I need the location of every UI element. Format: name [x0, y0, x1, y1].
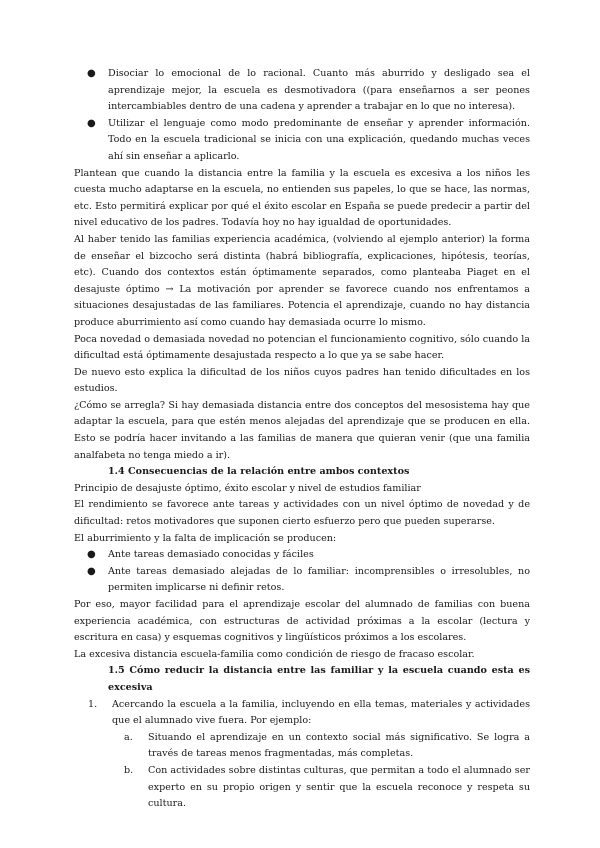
list-item — [74, 547, 530, 564]
paragraph: El aburrimiento y la falta de implicación se producen: — [74, 532, 337, 544]
numbered-item — [74, 697, 530, 730]
list-item — [74, 564, 530, 597]
sub-item — [74, 763, 530, 813]
sub-item — [74, 730, 530, 763]
numbered-marker: 1. — [88, 698, 98, 710]
paragraph: De nuevo esto explica la dificultad de los niños cuyos padres han tenido dificultades en los estudios. — [74, 366, 530, 395]
list-item-text: Ante tareas demasiado conocidas y fáciles — [108, 549, 314, 561]
paragraph: ¿Cómo se arregla? Si hay demasiada distancia entre dos conceptos del mesosistema hay que adaptar la escuela, para que estén menos alejadas del aprendizaje que se producen en ella. Esto se podría hacer invitando a las familias de manera que quieran venir (que una familia analfabeta no tenga miedo a ir). — [74, 399, 530, 461]
paragraph: Principio de desajuste óptimo, éxito escolar y nivel de estudios familiar — [74, 482, 421, 494]
bullet-icon: ● — [87, 549, 96, 561]
section-heading: 1.4 Consecuencias de la relación entre ambos contextos — [108, 466, 410, 478]
bullet-icon: ● — [87, 117, 96, 129]
paragraph: El rendimiento se favorece ante tareas y actividades con un nivel óptimo de novedad y de dificultad: retos motivadores que suponen cierto esfuerzo pero que pueden superarse. — [74, 499, 530, 528]
section-heading: 1.5 Cómo reducir la distancia entre las familiar y la escuela cuando esta es excesiva — [108, 665, 530, 693]
document-page — [74, 66, 530, 813]
list-item-text: Utilizar el lenguaje como modo predominante de enseñar y aprender información. Todo en la escuela tradicional se inicia con una explicación, quedando muchas veces ahí sin enseñar a aplicarlo. — [108, 117, 530, 162]
sub-item-text: Situando el aprendizaje en un contexto social más significativo. Se logra a través de tareas menos fragmentadas, más completas. — [148, 731, 530, 760]
paragraph: Plantean que cuando la distancia entre la familia y la escuela es excesiva a los niños les cuesta mucho adaptarse en la escuela, no entienden sus papeles, lo que se hace, las normas, etc. Esto permitirá explicar por qué el éxito escolar en España se puede predecir a partir del nivel educativo de los padres. Todavía hoy no hay igualdad de oportunidades. — [74, 167, 530, 229]
numbered-item-text: Acercando la escuela a la familia, incluyendo en ella temas, materiales y actividades que el alumnado vive fuera. Por ejemplo: — [112, 698, 530, 727]
list-item — [74, 66, 530, 116]
paragraph: La excesiva distancia escuela-familia como condición de riesgo de fracaso escolar. — [74, 648, 475, 660]
bullet-icon: ● — [87, 68, 96, 79]
sub-item-marker: a. — [124, 731, 133, 743]
paragraph: Poca novedad o demasiada novedad no potencian el funcionamiento cognitivo, sólo cuando la dificultad está óptimamente desajustada respecto a lo que ya se sabe hacer. — [74, 333, 530, 362]
bullet-icon: ● — [87, 565, 96, 577]
paragraph: Al haber tenido las familias experiencia académica, (volviendo al ejemplo anterior) la forma de enseñar el bizcocho será distinta (habrá bibliografía, explicaciones, hipótesis, teorías, etc). Cuando dos contextos están óptimamente separados, como planteaba Piaget en el desajuste óptimo → La motivación por aprender se favorece cuando nos enfrentamos a situaciones desajustadas de las familiares. Potencia el aprendizaje, cuando no hay distancia produce aburrimiento así como cuando hay demasiada ocurre lo mismo. — [74, 233, 530, 328]
list-item — [74, 116, 530, 166]
list-item-text: Ante tareas demasiado alejadas de lo familiar: incomprensibles o irresolubles, no permiten implicarse ni definir retos. — [108, 565, 530, 594]
sub-item-marker: b. — [124, 764, 134, 776]
paragraph: Por eso, mayor facilidad para el aprendizaje escolar del alumnado de familias con buena experiencia académica, con estructuras de actividad próximas a la escolar (lectura y escritura en casa) y esquemas cognitivos y lingüísticos próximos a los escolares. — [74, 599, 530, 644]
list-item-text: Disociar lo emocional de lo racional. Cuanto más aburrido y desligado sea el aprendizaje mejor, la escuela es desmotivadora ((para enseñarnos a ser peones intercambiables dentro de una cadena y aprender a trabajar en lo que no interesa). — [108, 68, 530, 113]
sub-item-text: Con actividades sobre distintas culturas, que permitan a todo el alumnado ser experto en su propio origen y sentir que la escuela reconoce y respeta su cultura. — [148, 764, 530, 810]
